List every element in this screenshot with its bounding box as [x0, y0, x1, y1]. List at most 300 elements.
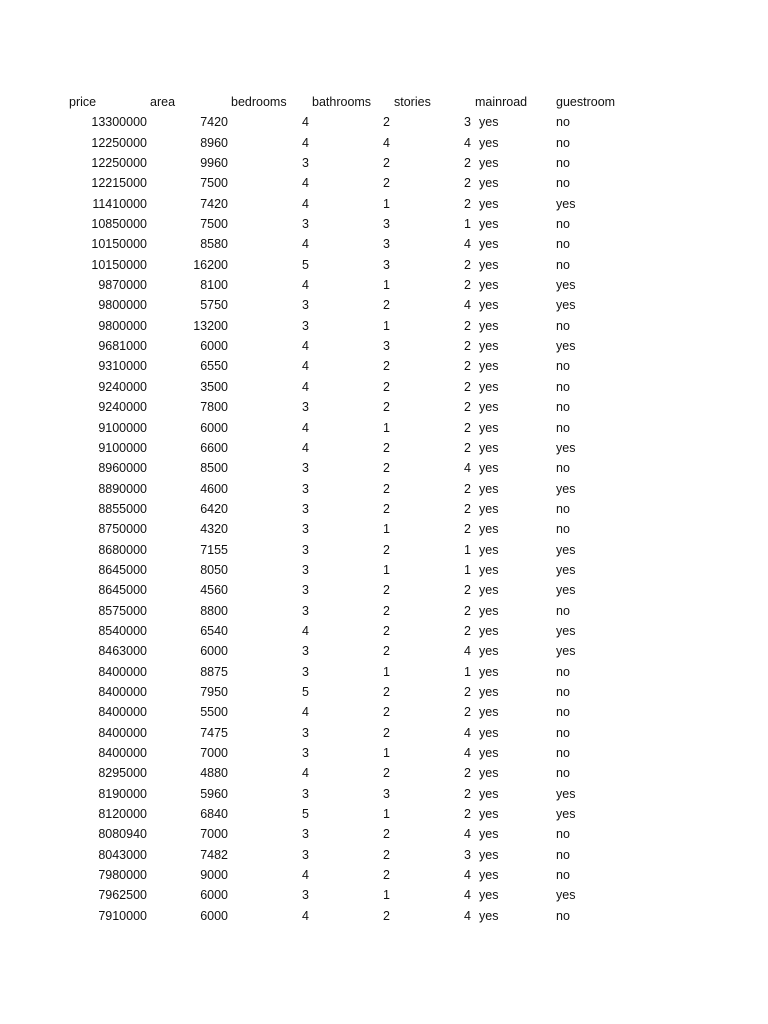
cell-guestroom: no [556, 237, 570, 252]
cell-mainroad: yes [479, 664, 499, 679]
cell-bedrooms: 4 [302, 115, 309, 130]
table-row [0, 702, 768, 722]
cell-stories: 4 [464, 644, 471, 659]
table-row [0, 275, 768, 295]
cell-stories: 4 [464, 237, 471, 252]
cell-area: 7475 [200, 725, 228, 740]
table-row [0, 336, 768, 356]
cell-guestroom: no [556, 746, 570, 760]
header-bedrooms: bedrooms [231, 95, 287, 109]
table-row [0, 580, 768, 600]
cell-bathrooms: 2 [383, 501, 390, 516]
table-row [0, 153, 768, 173]
cell-area: 7500 [200, 176, 228, 191]
cell-stories: 2 [464, 359, 471, 374]
cell-stories: 2 [464, 807, 471, 822]
cell-area: 6000 [200, 908, 228, 923]
cell-bedrooms: 3 [302, 501, 309, 516]
table-row [0, 885, 768, 905]
table-row [0, 133, 768, 153]
cell-guestroom: no [556, 603, 570, 618]
cell-area: 5960 [200, 786, 228, 801]
cell-price: 9800000 [98, 318, 147, 333]
cell-stories: 2 [464, 400, 471, 415]
cell-guestroom: yes [556, 623, 576, 638]
cell-price: 9100000 [98, 420, 147, 435]
header-stories: stories [394, 95, 431, 109]
cell-price: 8575000 [98, 603, 147, 618]
cell-bedrooms: 3 [302, 664, 309, 679]
cell-price: 7910000 [98, 908, 147, 923]
cell-bathrooms: 1 [383, 746, 390, 760]
cell-price: 12215000 [91, 176, 147, 191]
cell-price: 8295000 [98, 766, 147, 781]
cell-area: 8960 [200, 135, 228, 150]
cell-stories: 2 [464, 522, 471, 537]
cell-guestroom: yes [556, 339, 576, 354]
cell-stories: 4 [464, 827, 471, 842]
cell-bedrooms: 3 [302, 583, 309, 598]
cell-price: 8400000 [98, 664, 147, 679]
cell-bathrooms: 2 [383, 379, 390, 394]
cell-bathrooms: 1 [383, 420, 390, 435]
cell-area: 9960 [200, 156, 228, 171]
cell-area: 6000 [200, 644, 228, 659]
cell-price: 8890000 [98, 481, 147, 496]
cell-bedrooms: 3 [302, 725, 309, 740]
cell-area: 6000 [200, 888, 228, 903]
cell-price: 9681000 [98, 339, 147, 354]
cell-bedrooms: 3 [302, 644, 309, 659]
cell-bedrooms: 4 [302, 908, 309, 923]
cell-guestroom: no [556, 257, 570, 272]
cell-price: 9800000 [98, 298, 147, 313]
cell-mainroad: yes [479, 684, 499, 699]
cell-mainroad: yes [479, 807, 499, 822]
cell-bathrooms: 2 [383, 481, 390, 496]
cell-area: 8500 [200, 461, 228, 476]
cell-mainroad: yes [479, 298, 499, 313]
cell-guestroom: no [556, 217, 570, 232]
cell-guestroom: yes [556, 583, 576, 598]
cell-guestroom: yes [556, 888, 576, 903]
cell-bathrooms: 1 [383, 888, 390, 903]
cell-bathrooms: 2 [383, 115, 390, 130]
table-row [0, 438, 768, 458]
cell-guestroom: no [556, 847, 570, 862]
cell-area: 7155 [200, 542, 228, 557]
cell-guestroom: yes [556, 807, 576, 822]
cell-mainroad: yes [479, 786, 499, 801]
cell-guestroom: no [556, 379, 570, 394]
cell-guestroom: no [556, 420, 570, 435]
cell-price: 10850000 [91, 217, 147, 232]
cell-guestroom: yes [556, 644, 576, 659]
cell-bathrooms: 4 [383, 135, 390, 150]
cell-bathrooms: 2 [383, 583, 390, 598]
cell-price: 9310000 [98, 359, 147, 374]
cell-area: 4320 [200, 522, 228, 537]
table-row [0, 214, 768, 234]
cell-bathrooms: 3 [383, 257, 390, 272]
table-row [0, 173, 768, 193]
table-row [0, 377, 768, 397]
cell-area: 7420 [200, 115, 228, 130]
cell-price: 8043000 [98, 847, 147, 862]
cell-bedrooms: 5 [302, 684, 309, 699]
cell-guestroom: no [556, 400, 570, 415]
cell-mainroad: yes [479, 644, 499, 659]
cell-guestroom: yes [556, 278, 576, 293]
cell-bathrooms: 2 [383, 847, 390, 862]
cell-mainroad: yes [479, 237, 499, 252]
cell-bedrooms: 4 [302, 135, 309, 150]
cell-mainroad: yes [479, 420, 499, 435]
cell-bathrooms: 2 [383, 868, 390, 883]
cell-bathrooms: 2 [383, 461, 390, 476]
cell-bathrooms: 2 [383, 156, 390, 171]
cell-bathrooms: 2 [383, 644, 390, 659]
cell-bedrooms: 3 [302, 400, 309, 415]
cell-area: 8100 [200, 278, 228, 293]
cell-mainroad: yes [479, 725, 499, 740]
cell-stories: 2 [464, 501, 471, 516]
cell-bedrooms: 3 [302, 562, 309, 577]
cell-bedrooms: 4 [302, 176, 309, 191]
cell-guestroom: no [556, 827, 570, 842]
cell-mainroad: yes [479, 318, 499, 333]
cell-area: 16200 [193, 257, 228, 272]
cell-guestroom: no [556, 359, 570, 374]
cell-stories: 2 [464, 603, 471, 618]
cell-price: 8540000 [98, 623, 147, 638]
cell-guestroom: no [556, 135, 570, 150]
cell-mainroad: yes [479, 196, 499, 211]
cell-guestroom: yes [556, 542, 576, 557]
table-row [0, 682, 768, 702]
cell-price: 9100000 [98, 440, 147, 455]
cell-area: 4560 [200, 583, 228, 598]
cell-area: 6550 [200, 359, 228, 374]
cell-price: 12250000 [91, 135, 147, 150]
cell-guestroom: no [556, 501, 570, 516]
table-row [0, 662, 768, 682]
cell-area: 4880 [200, 766, 228, 781]
cell-stories: 2 [464, 766, 471, 781]
header-guestroom: guestroom [556, 95, 616, 109]
cell-guestroom: yes [556, 481, 576, 496]
cell-guestroom: no [556, 705, 570, 720]
cell-bathrooms: 2 [383, 359, 390, 374]
cell-stories: 1 [464, 562, 471, 577]
table-row [0, 601, 768, 621]
cell-bedrooms: 5 [302, 807, 309, 822]
cell-stories: 4 [464, 888, 471, 903]
cell-stories: 4 [464, 868, 471, 883]
table-row [0, 621, 768, 641]
cell-stories: 2 [464, 257, 471, 272]
cell-area: 8800 [200, 603, 228, 618]
cell-stories: 4 [464, 908, 471, 923]
cell-bedrooms: 4 [302, 440, 309, 455]
table-row [0, 723, 768, 743]
cell-price: 7962500 [98, 888, 147, 903]
cell-bedrooms: 3 [302, 786, 309, 801]
cell-guestroom: no [556, 115, 570, 130]
cell-bedrooms: 4 [302, 420, 309, 435]
table-row [0, 743, 768, 763]
table-row [0, 906, 768, 926]
cell-mainroad: yes [479, 847, 499, 862]
cell-bathrooms: 2 [383, 684, 390, 699]
cell-stories: 1 [464, 217, 471, 232]
cell-bedrooms: 3 [302, 318, 309, 333]
cell-guestroom: no [556, 176, 570, 191]
cell-price: 11410000 [92, 196, 147, 211]
cell-price: 8960000 [98, 461, 147, 476]
cell-mainroad: yes [479, 888, 499, 903]
cell-bathrooms: 2 [383, 725, 390, 740]
cell-price: 8080940 [98, 827, 147, 842]
cell-area: 8050 [200, 562, 228, 577]
cell-bedrooms: 4 [302, 766, 309, 781]
cell-bedrooms: 4 [302, 339, 309, 354]
cell-area: 7950 [200, 684, 228, 699]
cell-mainroad: yes [479, 542, 499, 557]
cell-price: 10150000 [91, 237, 147, 252]
cell-mainroad: yes [479, 339, 499, 354]
cell-mainroad: yes [479, 257, 499, 272]
cell-bathrooms: 2 [383, 603, 390, 618]
cell-price: 8855000 [98, 501, 147, 516]
cell-mainroad: yes [479, 705, 499, 720]
cell-area: 6840 [200, 807, 228, 822]
cell-area: 7420 [200, 196, 228, 211]
cell-bathrooms: 2 [383, 400, 390, 415]
cell-bathrooms: 2 [383, 440, 390, 455]
cell-stories: 2 [464, 420, 471, 435]
cell-guestroom: no [556, 461, 570, 476]
cell-price: 8400000 [98, 705, 147, 720]
cell-guestroom: no [556, 766, 570, 781]
cell-stories: 4 [464, 461, 471, 476]
cell-bathrooms: 1 [383, 807, 390, 822]
cell-mainroad: yes [479, 278, 499, 293]
table-row [0, 865, 768, 885]
cell-bathrooms: 3 [383, 237, 390, 252]
cell-bedrooms: 3 [302, 156, 309, 171]
cell-price: 8645000 [98, 583, 147, 598]
cell-area: 6000 [200, 339, 228, 354]
cell-bedrooms: 3 [302, 461, 309, 476]
cell-guestroom: yes [556, 196, 576, 211]
cell-bedrooms: 4 [302, 705, 309, 720]
cell-area: 6600 [200, 440, 228, 455]
cell-stories: 2 [464, 786, 471, 801]
cell-mainroad: yes [479, 868, 499, 883]
table-row [0, 234, 768, 254]
cell-bathrooms: 1 [383, 562, 390, 577]
cell-bedrooms: 3 [302, 827, 309, 842]
cell-bathrooms: 2 [383, 298, 390, 313]
cell-bedrooms: 3 [302, 298, 309, 313]
cell-bathrooms: 3 [383, 217, 390, 232]
cell-mainroad: yes [479, 623, 499, 638]
cell-price: 8120000 [98, 807, 147, 822]
cell-guestroom: no [556, 156, 570, 171]
cell-bedrooms: 3 [302, 746, 309, 760]
cell-stories: 1 [464, 542, 471, 557]
cell-stories: 4 [464, 135, 471, 150]
cell-bathrooms: 1 [383, 522, 390, 537]
cell-mainroad: yes [479, 440, 499, 455]
header-bathrooms: bathrooms [312, 95, 372, 109]
cell-guestroom: no [556, 725, 570, 740]
cell-bathrooms: 2 [383, 176, 390, 191]
table-row [0, 194, 768, 214]
header-row [0, 92, 768, 112]
cell-stories: 3 [464, 115, 471, 130]
cell-price: 7980000 [98, 868, 147, 883]
header-area: area [150, 95, 176, 109]
table-row [0, 295, 768, 315]
cell-guestroom: yes [556, 562, 576, 577]
cell-bathrooms: 2 [383, 623, 390, 638]
cell-price: 8190000 [98, 786, 147, 801]
cell-bedrooms: 4 [302, 868, 309, 883]
cell-area: 6000 [200, 420, 228, 435]
cell-price: 8645000 [98, 562, 147, 577]
table-row [0, 845, 768, 865]
cell-bedrooms: 4 [302, 359, 309, 374]
cell-area: 7000 [200, 827, 228, 842]
table-row [0, 560, 768, 580]
cell-stories: 1 [464, 664, 471, 679]
cell-bathrooms: 2 [383, 827, 390, 842]
cell-stories: 2 [464, 318, 471, 333]
cell-mainroad: yes [479, 562, 499, 577]
cell-stories: 2 [464, 684, 471, 699]
cell-mainroad: yes [479, 746, 499, 760]
cell-price: 9870000 [98, 278, 147, 293]
cell-mainroad: yes [479, 359, 499, 374]
cell-area: 8580 [200, 237, 228, 252]
cell-mainroad: yes [479, 481, 499, 496]
cell-area: 8875 [200, 664, 228, 679]
cell-stories: 2 [464, 481, 471, 496]
table-row [0, 356, 768, 376]
cell-area: 7482 [200, 847, 228, 862]
cell-bedrooms: 3 [302, 847, 309, 862]
cell-bedrooms: 4 [302, 379, 309, 394]
cell-bedrooms: 4 [302, 623, 309, 638]
cell-stories: 2 [464, 196, 471, 211]
cell-area: 13200 [193, 318, 228, 333]
cell-bedrooms: 3 [302, 481, 309, 496]
cell-bathrooms: 1 [383, 278, 390, 293]
table-row [0, 458, 768, 478]
table-row [0, 499, 768, 519]
table-row [0, 824, 768, 844]
cell-bathrooms: 1 [383, 318, 390, 333]
cell-bathrooms: 1 [383, 196, 390, 211]
cell-stories: 2 [464, 156, 471, 171]
cell-bedrooms: 3 [302, 603, 309, 618]
cell-bedrooms: 4 [302, 196, 309, 211]
table-row [0, 316, 768, 336]
cell-stories: 2 [464, 339, 471, 354]
table-row [0, 519, 768, 539]
cell-mainroad: yes [479, 156, 499, 171]
cell-price: 8750000 [98, 522, 147, 537]
cell-mainroad: yes [479, 908, 499, 923]
header-price: price [69, 95, 97, 109]
cell-bedrooms: 5 [302, 257, 309, 272]
cell-area: 4600 [200, 481, 228, 496]
cell-guestroom: no [556, 664, 570, 679]
table-row [0, 641, 768, 661]
cell-area: 7000 [200, 746, 228, 760]
cell-price: 8400000 [98, 684, 147, 699]
cell-price: 9240000 [98, 400, 147, 415]
table-row [0, 112, 768, 132]
table-row [0, 784, 768, 804]
cell-price: 12250000 [91, 156, 147, 171]
cell-price: 8680000 [98, 542, 147, 557]
cell-price: 8400000 [98, 746, 147, 760]
cell-area: 6540 [200, 623, 228, 638]
cell-mainroad: yes [479, 135, 499, 150]
table-row [0, 418, 768, 438]
cell-bathrooms: 2 [383, 542, 390, 557]
cell-guestroom: no [556, 318, 570, 333]
cell-bathrooms: 1 [383, 664, 390, 679]
cell-stories: 2 [464, 278, 471, 293]
cell-area: 7500 [200, 217, 228, 232]
cell-mainroad: yes [479, 583, 499, 598]
cell-area: 9000 [200, 868, 228, 883]
cell-mainroad: yes [479, 766, 499, 781]
cell-stories: 2 [464, 440, 471, 455]
cell-mainroad: yes [479, 379, 499, 394]
cell-bedrooms: 3 [302, 217, 309, 232]
cell-bedrooms: 3 [302, 522, 309, 537]
cell-mainroad: yes [479, 217, 499, 232]
cell-stories: 2 [464, 623, 471, 638]
cell-area: 3500 [200, 379, 228, 394]
cell-mainroad: yes [479, 501, 499, 516]
cell-area: 7800 [200, 400, 228, 415]
cell-mainroad: yes [479, 603, 499, 618]
cell-stories: 4 [464, 298, 471, 313]
cell-bathrooms: 3 [383, 786, 390, 801]
cell-price: 8463000 [98, 644, 147, 659]
cell-area: 5500 [200, 705, 228, 720]
cell-stories: 4 [464, 725, 471, 740]
cell-bedrooms: 4 [302, 237, 309, 252]
cell-bathrooms: 3 [383, 339, 390, 354]
table-row [0, 540, 768, 560]
cell-mainroad: yes [479, 827, 499, 842]
cell-guestroom: yes [556, 440, 576, 455]
cell-price: 10150000 [91, 257, 147, 272]
cell-guestroom: no [556, 684, 570, 699]
table-row [0, 397, 768, 417]
cell-price: 9240000 [98, 379, 147, 394]
cell-stories: 2 [464, 705, 471, 720]
cell-price: 13300000 [91, 115, 147, 130]
cell-area: 5750 [200, 298, 228, 313]
